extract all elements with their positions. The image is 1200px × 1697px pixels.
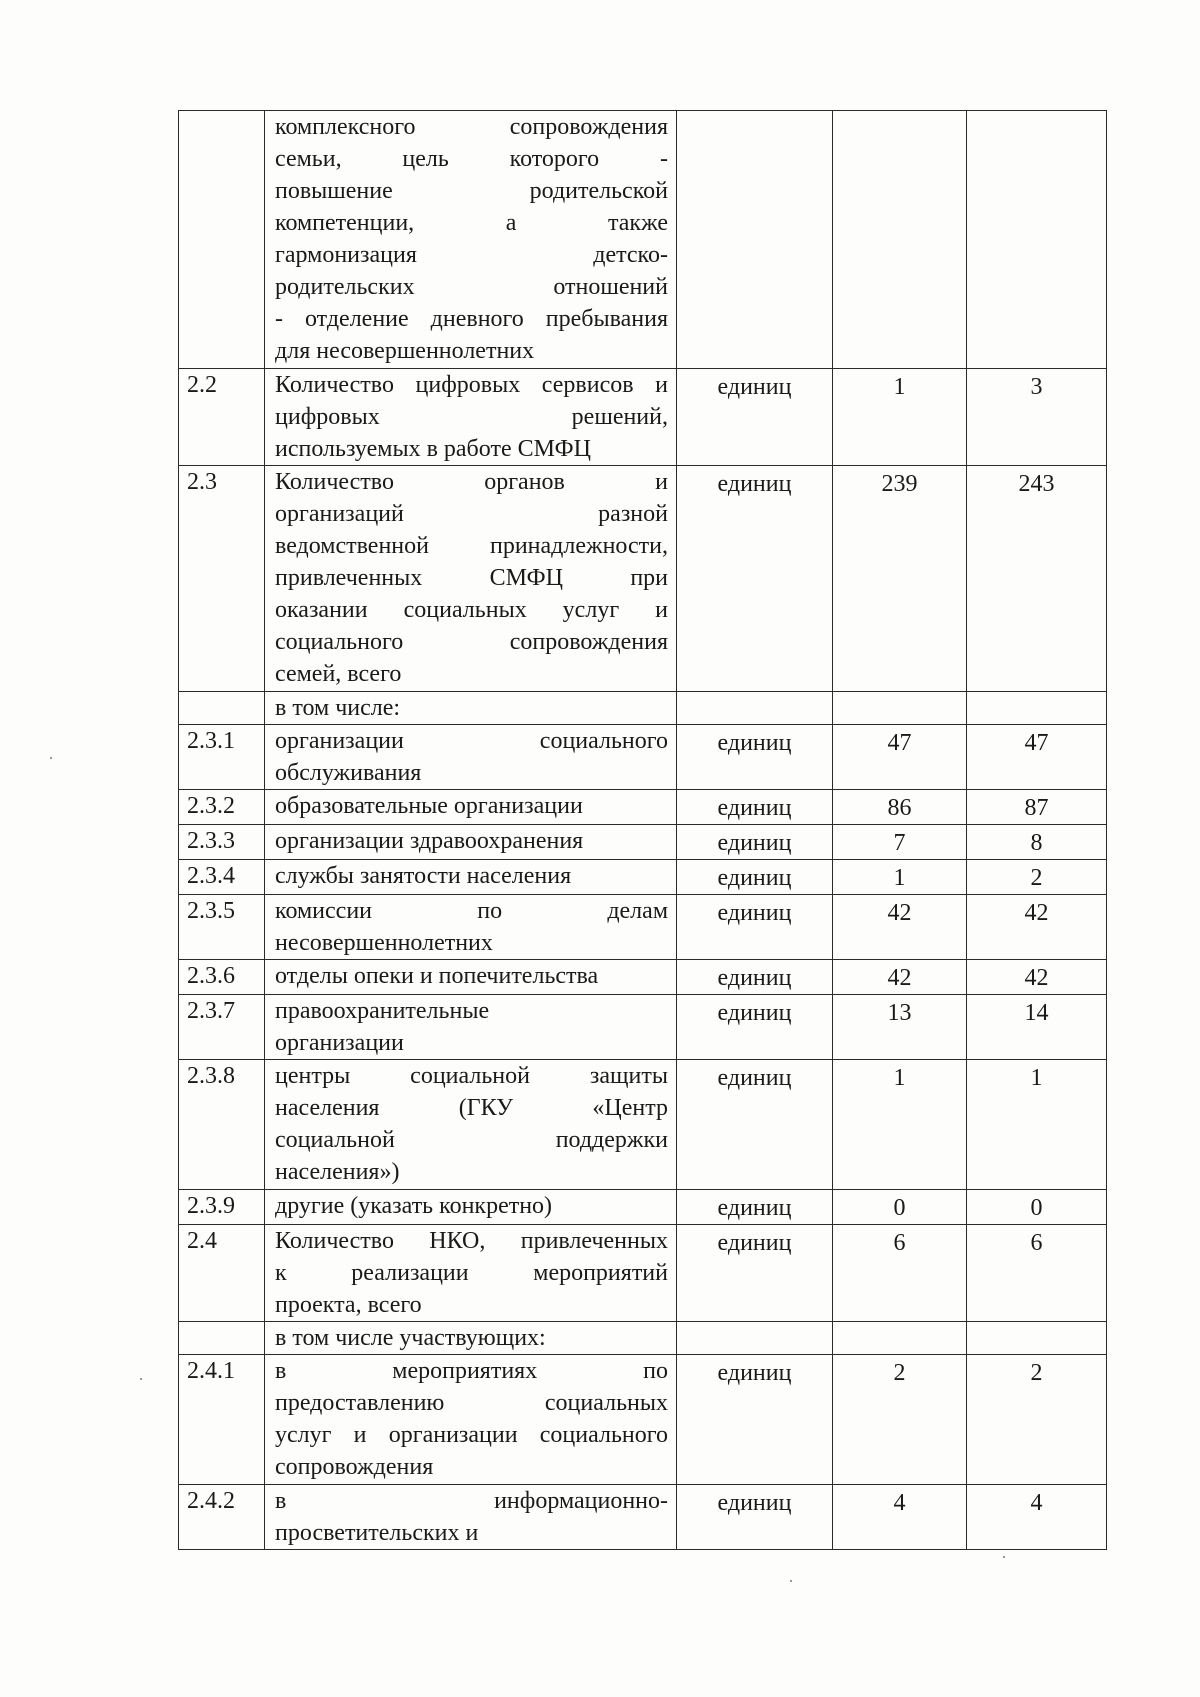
- description-line: населения (ГКУ «Центр: [275, 1095, 668, 1121]
- description-line: социального сопровождения: [275, 629, 668, 655]
- unit-cell: [677, 692, 833, 725]
- unit-cell-text: единиц: [717, 1195, 792, 1221]
- value-cell-1-text: 42: [887, 965, 912, 991]
- table-body: [179, 111, 1107, 1550]
- description-line: в информационно-: [275, 1488, 668, 1514]
- unit-cell: [677, 1322, 833, 1355]
- row-number: 2.3.9: [179, 1190, 265, 1225]
- description-line: организации: [275, 1030, 404, 1056]
- unit-cell: [677, 725, 833, 790]
- row-description: [265, 960, 677, 995]
- table-row: [179, 860, 1107, 895]
- description-line: социальной поддержки: [275, 1127, 668, 1153]
- value-cell-2-text: 14: [1024, 1000, 1049, 1026]
- description-line: компетенции, а также: [275, 210, 668, 236]
- value-cell-2-text: 6: [1030, 1230, 1043, 1256]
- description-text: [275, 725, 668, 789]
- description-line: семьи, цель которого -: [275, 146, 668, 172]
- value-cell-2: [967, 1225, 1107, 1322]
- description-line: повышение родительской: [275, 178, 668, 204]
- description-line: предоставлению социальных: [275, 1390, 668, 1416]
- unit-cell: [677, 825, 833, 860]
- unit-cell-text: [677, 111, 832, 113]
- description-line: комплексного сопровождения: [275, 114, 668, 140]
- unit-cell: [677, 960, 833, 995]
- description-text: [275, 466, 668, 690]
- unit-cell-text: единиц: [717, 1000, 792, 1026]
- row-number: [179, 111, 265, 369]
- unit-cell-text: единиц: [717, 795, 792, 821]
- table-row: [179, 1485, 1107, 1550]
- unit-cell: [677, 466, 833, 692]
- value-cell-2-text: 4: [1030, 1490, 1043, 1516]
- description-line: несовершеннолетних: [275, 930, 493, 956]
- description-line: просветительских и: [275, 1520, 479, 1546]
- value-cell-2-text: 3: [1030, 374, 1043, 400]
- description-line: ведомственной принадлежности,: [275, 533, 668, 559]
- value-cell-2-text: 1: [1030, 1065, 1043, 1091]
- value-cell-2-text: [967, 1322, 1106, 1324]
- row-description: [265, 860, 677, 895]
- row-description: [265, 1485, 677, 1550]
- value-cell-2: [967, 692, 1107, 725]
- description-line: в мероприятиях по: [275, 1358, 668, 1384]
- row-number: 2.3.1: [179, 725, 265, 790]
- value-cell-1: [833, 895, 967, 960]
- unit-cell: [677, 1060, 833, 1190]
- row-number: 2.3.7: [179, 995, 265, 1060]
- value-cell-2: [967, 725, 1107, 790]
- description-line: правоохранительные: [275, 998, 490, 1024]
- value-cell-1: [833, 692, 967, 725]
- table-row: [179, 692, 1107, 725]
- row-description: [265, 895, 677, 960]
- value-cell-2-text: 2: [1030, 865, 1043, 891]
- value-cell-1: [833, 369, 967, 466]
- value-cell-1-text: 2: [893, 1360, 906, 1386]
- description-line: в том числе участвующих:: [275, 1325, 546, 1351]
- description-line: обслуживания: [275, 760, 422, 786]
- description-text: [275, 1322, 668, 1354]
- description-line: службы занятости населения: [275, 863, 572, 889]
- value-cell-2: [967, 960, 1107, 995]
- unit-cell: [677, 860, 833, 895]
- value-cell-2: [967, 825, 1107, 860]
- table-row: [179, 960, 1107, 995]
- table-row: [179, 825, 1107, 860]
- description-line: населения»): [275, 1159, 400, 1185]
- value-cell-1-text: 1: [893, 1065, 906, 1091]
- value-cell-1: [833, 1060, 967, 1190]
- value-cell-2: [967, 466, 1107, 692]
- value-cell-1: [833, 960, 967, 995]
- unit-cell: [677, 369, 833, 466]
- description-text: [275, 995, 668, 1059]
- description-line: организации здравоохранения: [275, 828, 584, 854]
- row-description: [265, 111, 677, 369]
- value-cell-2-text: 243: [1018, 471, 1055, 497]
- value-cell-1: [833, 725, 967, 790]
- row-description: [265, 369, 677, 466]
- value-cell-2: [967, 1355, 1107, 1485]
- description-text: [275, 1485, 668, 1549]
- description-text: [275, 860, 668, 892]
- description-text: [275, 960, 668, 992]
- row-description: [265, 1225, 677, 1322]
- row-description: [265, 825, 677, 860]
- table-row: [179, 1060, 1107, 1190]
- value-cell-2-text: 8: [1030, 830, 1043, 856]
- description-line: другие (указать конкретно): [275, 1193, 553, 1219]
- description-line: - отделение дневного пребывания: [275, 306, 668, 332]
- value-cell-1: [833, 1355, 967, 1485]
- row-number: 2.3.4: [179, 860, 265, 895]
- unit-cell-text: единиц: [717, 471, 792, 497]
- description-line: сопровождения: [275, 1454, 434, 1480]
- row-number: 2.4.1: [179, 1355, 265, 1485]
- row-description: [265, 1322, 677, 1355]
- value-cell-2: [967, 995, 1107, 1060]
- unit-cell: [677, 1355, 833, 1485]
- table-row: [179, 1322, 1107, 1355]
- value-cell-2: [967, 860, 1107, 895]
- row-description: [265, 790, 677, 825]
- value-cell-1: [833, 1190, 967, 1225]
- unit-cell-text: единиц: [717, 965, 792, 991]
- description-line: для несовершеннолетних: [275, 338, 535, 364]
- table-row: [179, 466, 1107, 692]
- value-cell-1-text: [833, 111, 966, 113]
- value-cell-2: [967, 369, 1107, 466]
- unit-cell-text: единиц: [717, 865, 792, 891]
- value-cell-2-text: 0: [1030, 1195, 1043, 1221]
- table-row: [179, 1355, 1107, 1485]
- description-text: [275, 895, 668, 959]
- unit-cell-text: единиц: [717, 374, 792, 400]
- row-description: [265, 1060, 677, 1190]
- description-text: [275, 1355, 668, 1483]
- scan-speck: [140, 1378, 142, 1380]
- value-cell-1-text: 86: [887, 795, 912, 821]
- description-line: к реализации мероприятий: [275, 1260, 668, 1286]
- value-cell-2: [967, 1485, 1107, 1550]
- unit-cell-text: единиц: [717, 830, 792, 856]
- value-cell-1-text: 239: [881, 471, 918, 497]
- row-number: 2.3.5: [179, 895, 265, 960]
- row-description: [265, 1355, 677, 1485]
- value-cell-2: [967, 895, 1107, 960]
- value-cell-1: [833, 466, 967, 692]
- scan-speck: [1003, 1556, 1005, 1558]
- description-line: организации социального: [275, 728, 668, 754]
- row-number: 2.3: [179, 466, 265, 692]
- value-cell-1: [833, 825, 967, 860]
- description-line: в том числе:: [275, 695, 401, 721]
- row-number: 2.2: [179, 369, 265, 466]
- row-number: [179, 1322, 265, 1355]
- row-description: [265, 1190, 677, 1225]
- value-cell-1-text: 47: [887, 730, 912, 756]
- description-text: [275, 1060, 668, 1188]
- value-cell-1-text: [833, 1322, 966, 1324]
- description-line: используемых в работе СМФЦ: [275, 436, 591, 462]
- value-cell-1-text: 6: [893, 1230, 906, 1256]
- description-text: [275, 369, 668, 465]
- unit-cell-text: [677, 692, 832, 694]
- row-number: 2.4: [179, 1225, 265, 1322]
- description-text: [275, 1190, 668, 1222]
- table-row: [179, 1190, 1107, 1225]
- value-cell-2: [967, 1190, 1107, 1225]
- value-cell-2-text: 42: [1024, 900, 1049, 926]
- row-number: 2.3.2: [179, 790, 265, 825]
- unit-cell-text: единиц: [717, 1360, 792, 1386]
- row-number: 2.3.6: [179, 960, 265, 995]
- value-cell-1-text: 13: [887, 1000, 912, 1026]
- description-line: родительских отношений: [275, 274, 668, 300]
- row-description: [265, 725, 677, 790]
- description-line: оказании социальных услуг и: [275, 597, 668, 623]
- value-cell-2-text: [967, 692, 1106, 694]
- description-text: [275, 825, 668, 857]
- value-cell-1-text: 7: [893, 830, 906, 856]
- unit-cell-text: единиц: [717, 730, 792, 756]
- value-cell-1-text: 1: [893, 865, 906, 891]
- value-cell-1: [833, 1225, 967, 1322]
- value-cell-2: [967, 1060, 1107, 1190]
- value-cell-1-text: 0: [893, 1195, 906, 1221]
- row-number: [179, 692, 265, 725]
- unit-cell-text: единиц: [717, 1230, 792, 1256]
- scan-speck: [790, 1580, 792, 1582]
- value-cell-2-text: 2: [1030, 1360, 1043, 1386]
- value-cell-2-text: 87: [1024, 795, 1049, 821]
- value-cell-1-text: 42: [887, 900, 912, 926]
- table-row: [179, 1225, 1107, 1322]
- description-line: Количество органов и: [275, 469, 668, 495]
- description-line: цифровых решений,: [275, 404, 668, 430]
- unit-cell: [677, 1225, 833, 1322]
- unit-cell: [677, 790, 833, 825]
- value-cell-1-text: 4: [893, 1490, 906, 1516]
- value-cell-1: [833, 790, 967, 825]
- value-cell-1: [833, 1322, 967, 1355]
- description-text: [275, 111, 668, 367]
- value-cell-1: [833, 111, 967, 369]
- unit-cell-text: единиц: [717, 1065, 792, 1091]
- description-text: [275, 692, 668, 724]
- row-description: [265, 466, 677, 692]
- unit-cell: [677, 111, 833, 369]
- table-row: [179, 995, 1107, 1060]
- value-cell-2-text: [967, 111, 1106, 113]
- value-cell-1: [833, 860, 967, 895]
- description-line: образовательные организации: [275, 793, 583, 819]
- description-text: [275, 1225, 668, 1321]
- description-line: проекта, всего: [275, 1292, 422, 1318]
- unit-cell: [677, 1485, 833, 1550]
- description-line: услуг и организации социального: [275, 1422, 668, 1448]
- table-row: [179, 790, 1107, 825]
- value-cell-2-text: 42: [1024, 965, 1049, 991]
- description-line: Количество НКО, привлеченных: [275, 1228, 668, 1254]
- value-cell-2: [967, 1322, 1107, 1355]
- table-row: [179, 111, 1107, 369]
- row-number: 2.3.3: [179, 825, 265, 860]
- unit-cell: [677, 895, 833, 960]
- value-cell-1-text: 1: [893, 374, 906, 400]
- unit-cell: [677, 1190, 833, 1225]
- row-description: [265, 692, 677, 725]
- unit-cell-text: [677, 1322, 832, 1324]
- value-cell-1: [833, 995, 967, 1060]
- unit-cell-text: единиц: [717, 1490, 792, 1516]
- unit-cell-text: единиц: [717, 900, 792, 926]
- scan-speck: [50, 757, 52, 759]
- row-description: [265, 995, 677, 1060]
- value-cell-2-text: 47: [1024, 730, 1049, 756]
- unit-cell: [677, 995, 833, 1060]
- description-line: привлеченных СМФЦ при: [275, 565, 668, 591]
- row-number: 2.4.2: [179, 1485, 265, 1550]
- value-cell-1-text: [833, 692, 966, 694]
- indicators-table: [178, 110, 1107, 1550]
- description-text: [275, 790, 668, 822]
- description-line: центры социальной защиты: [275, 1063, 668, 1089]
- description-line: семей, всего: [275, 661, 402, 687]
- description-line: комиссии по делам: [275, 898, 668, 924]
- description-line: организаций разной: [275, 501, 668, 527]
- description-line: отделы опеки и попечительства: [275, 963, 599, 989]
- row-number: 2.3.8: [179, 1060, 265, 1190]
- table-row: [179, 725, 1107, 790]
- table-row: [179, 895, 1107, 960]
- value-cell-2: [967, 111, 1107, 369]
- description-line: Количество цифровых сервисов и: [275, 372, 668, 398]
- description-line: гармонизация детско-: [275, 242, 668, 268]
- value-cell-2: [967, 790, 1107, 825]
- value-cell-1: [833, 1485, 967, 1550]
- table-row: [179, 369, 1107, 466]
